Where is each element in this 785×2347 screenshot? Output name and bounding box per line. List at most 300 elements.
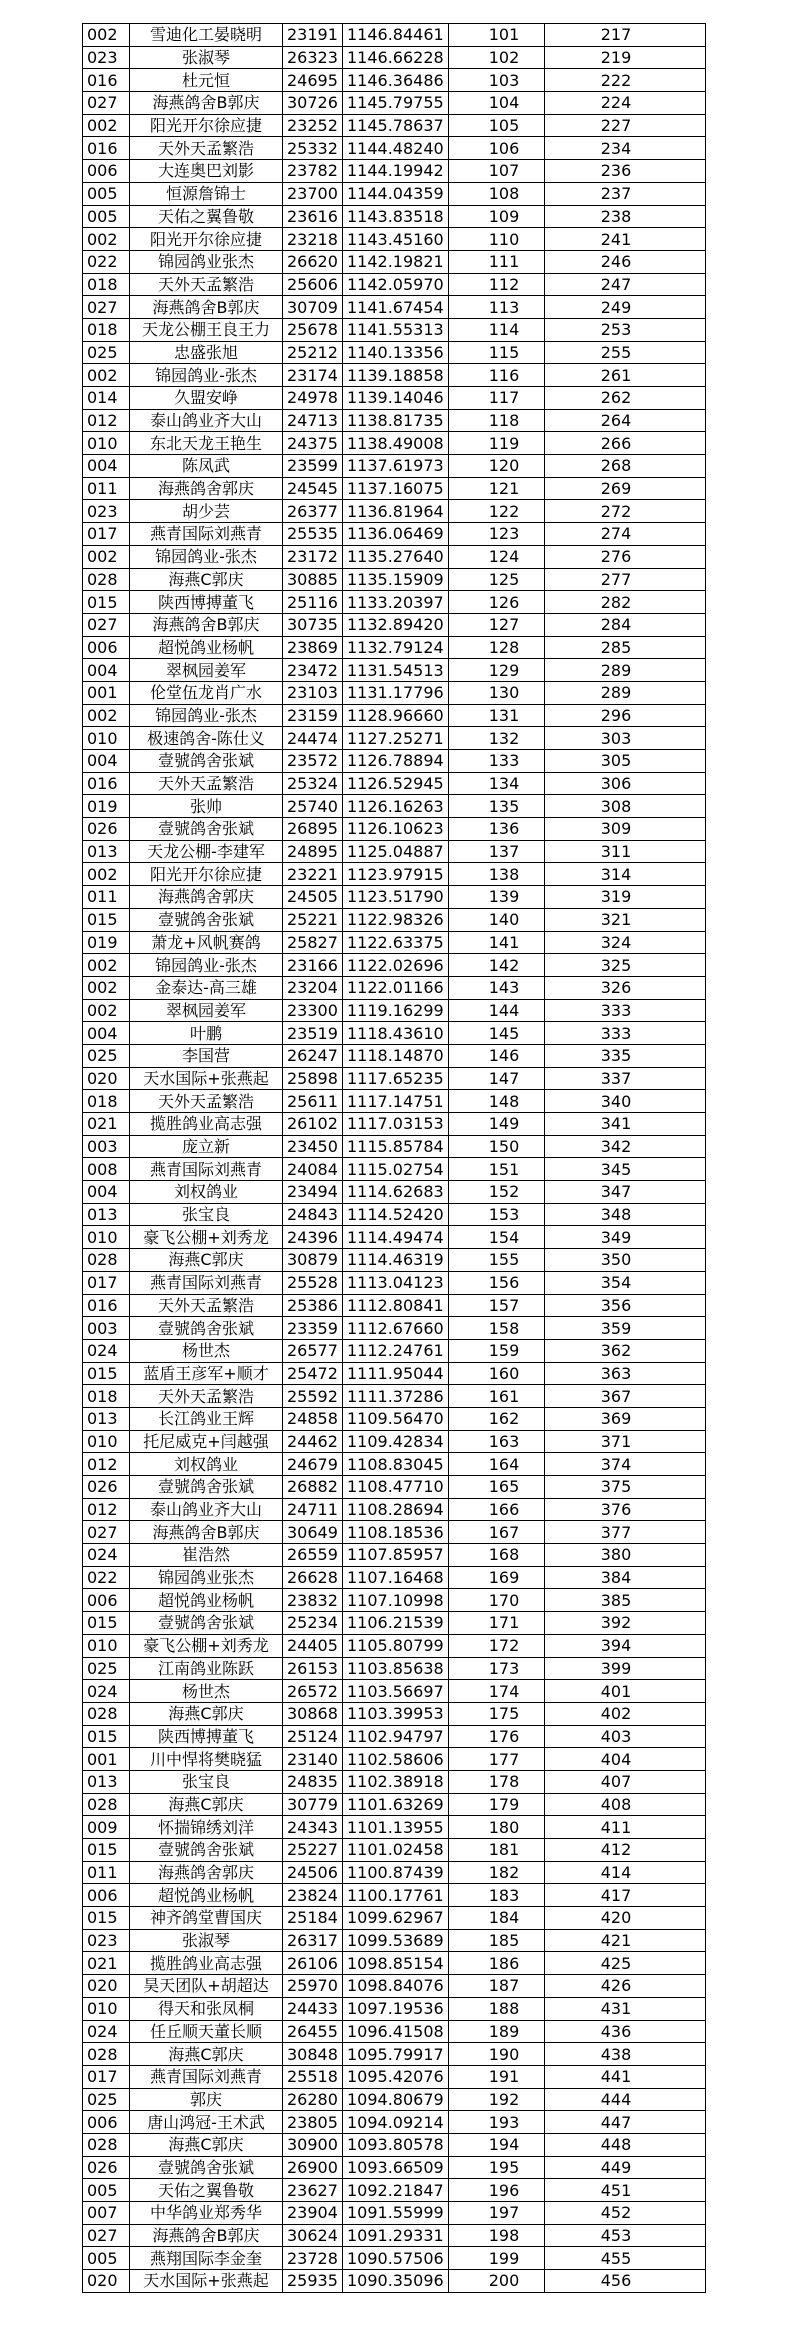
speed-cell: 1108.28694	[343, 1498, 449, 1521]
table-row	[83, 2088, 706, 2111]
name-cell: 燕翔国际李金奎	[130, 2247, 283, 2270]
table-row	[83, 432, 706, 455]
rank-cell: 167	[448, 1521, 544, 1544]
table-row	[83, 1453, 706, 1476]
rank-cell: 161	[448, 1385, 544, 1408]
overall-rank-cell: 404	[544, 1748, 705, 1771]
speed-cell: 1094.80679	[343, 2088, 449, 2111]
speed-cell: 1101.02458	[343, 1839, 449, 1862]
speed-cell: 1098.85154	[343, 1952, 449, 1975]
name-cell: 超悦鸽业杨帆	[130, 1884, 283, 1907]
ring-cell: 24713	[283, 409, 343, 432]
table-row	[83, 2156, 706, 2179]
overall-rank-cell: 335	[544, 1044, 705, 1067]
name-cell: 壹號鸽舍张斌	[130, 1317, 283, 1340]
speed-cell: 1114.52420	[343, 1203, 449, 1226]
rank-cell: 176	[448, 1725, 544, 1748]
overall-rank-cell: 377	[544, 1521, 705, 1544]
speed-cell: 1093.66509	[343, 2156, 449, 2179]
ring-cell: 23252	[283, 114, 343, 137]
name-cell: 泰山鸽业齐大山	[130, 1498, 283, 1521]
group-cell: 012	[83, 1453, 130, 1476]
group-cell: 021	[83, 1952, 130, 1975]
ring-cell: 26455	[283, 2020, 343, 2043]
speed-cell: 1114.49474	[343, 1226, 449, 1249]
rank-cell: 146	[448, 1044, 544, 1067]
speed-cell: 1112.80841	[343, 1294, 449, 1317]
rank-cell: 154	[448, 1226, 544, 1249]
ring-cell: 23103	[283, 681, 343, 704]
speed-cell: 1123.51790	[343, 886, 449, 909]
name-cell: 海燕鸽舍郭庆	[130, 1861, 283, 1884]
name-cell: 郭庆	[130, 2088, 283, 2111]
group-cell: 007	[83, 2202, 130, 2225]
speed-cell: 1137.61973	[343, 455, 449, 478]
speed-cell: 1108.83045	[343, 1453, 449, 1476]
table-row	[83, 591, 706, 614]
rank-cell: 173	[448, 1657, 544, 1680]
overall-rank-cell: 369	[544, 1407, 705, 1430]
ring-cell: 30624	[283, 2224, 343, 2247]
speed-cell: 1097.19536	[343, 1997, 449, 2020]
group-cell: 022	[83, 1566, 130, 1589]
name-cell: 刘权鸽业	[130, 1181, 283, 1204]
group-cell: 012	[83, 409, 130, 432]
group-cell: 010	[83, 432, 130, 455]
ring-cell: 23824	[283, 1884, 343, 1907]
speed-cell: 1144.04359	[343, 182, 449, 205]
overall-rank-cell: 219	[544, 46, 705, 69]
overall-rank-cell: 340	[544, 1090, 705, 1113]
name-cell: 海燕鸽舍B郭庆	[130, 92, 283, 115]
overall-rank-cell: 348	[544, 1203, 705, 1226]
speed-cell: 1126.16263	[343, 795, 449, 818]
speed-cell: 1099.53689	[343, 1929, 449, 1952]
group-cell: 027	[83, 613, 130, 636]
table-row	[83, 2247, 706, 2270]
ring-cell: 24711	[283, 1498, 343, 1521]
speed-cell: 1095.42076	[343, 2065, 449, 2088]
overall-rank-cell: 347	[544, 1181, 705, 1204]
name-cell: 壹號鸽舍张斌	[130, 2156, 283, 2179]
ring-cell: 23159	[283, 704, 343, 727]
overall-rank-cell: 217	[544, 24, 705, 47]
table-row	[83, 409, 706, 432]
name-cell: 海燕C郭庆	[130, 568, 283, 591]
name-cell: 壹號鸽舍张斌	[130, 1612, 283, 1635]
table-row	[83, 1589, 706, 1612]
table-row	[83, 296, 706, 319]
rank-cell: 129	[448, 659, 544, 682]
speed-cell: 1101.63269	[343, 1793, 449, 1816]
speed-cell: 1135.27640	[343, 545, 449, 568]
rank-cell: 186	[448, 1952, 544, 1975]
group-cell: 010	[83, 1226, 130, 1249]
name-cell: 超悦鸽业杨帆	[130, 1589, 283, 1612]
name-cell: 大连奥巴刘影	[130, 160, 283, 183]
group-cell: 020	[83, 2270, 130, 2293]
group-cell: 001	[83, 681, 130, 704]
table-row	[83, 1158, 706, 1181]
rank-cell: 128	[448, 636, 544, 659]
speed-cell: 1119.16299	[343, 999, 449, 1022]
speed-cell: 1139.14046	[343, 387, 449, 410]
group-cell: 025	[83, 2088, 130, 2111]
speed-cell: 1122.02696	[343, 954, 449, 977]
group-cell: 005	[83, 2247, 130, 2270]
speed-cell: 1105.80799	[343, 1634, 449, 1657]
name-cell: 壹號鸽舍张斌	[130, 750, 283, 773]
group-cell: 015	[83, 1362, 130, 1385]
overall-rank-cell: 333	[544, 1022, 705, 1045]
table-row	[83, 318, 706, 341]
ring-cell: 24505	[283, 886, 343, 909]
speed-cell: 1107.16468	[343, 1566, 449, 1589]
speed-cell: 1131.54513	[343, 659, 449, 682]
speed-cell: 1122.98326	[343, 908, 449, 931]
group-cell: 025	[83, 341, 130, 364]
group-cell: 019	[83, 795, 130, 818]
overall-rank-cell: 272	[544, 500, 705, 523]
table-row	[83, 1725, 706, 1748]
overall-rank-cell: 277	[544, 568, 705, 591]
table-row	[83, 1181, 706, 1204]
group-cell: 027	[83, 1521, 130, 1544]
rank-cell: 152	[448, 1181, 544, 1204]
table-row	[83, 636, 706, 659]
rank-cell: 138	[448, 863, 544, 886]
overall-rank-cell: 326	[544, 976, 705, 999]
rank-cell: 162	[448, 1407, 544, 1430]
speed-cell: 1098.84076	[343, 1975, 449, 1998]
overall-rank-cell: 246	[544, 250, 705, 273]
overall-rank-cell: 417	[544, 1884, 705, 1907]
rank-cell: 119	[448, 432, 544, 455]
rank-cell: 147	[448, 1067, 544, 1090]
name-cell: 神齐鸽堂曹国庆	[130, 1907, 283, 1930]
ring-cell: 26280	[283, 2088, 343, 2111]
ring-cell: 25116	[283, 591, 343, 614]
group-cell: 020	[83, 1067, 130, 1090]
overall-rank-cell: 449	[544, 2156, 705, 2179]
speed-cell: 1127.25271	[343, 727, 449, 750]
name-cell: 川中悍将樊晓猛	[130, 1748, 283, 1771]
table-row	[83, 863, 706, 886]
rank-cell: 123	[448, 523, 544, 546]
rank-cell: 168	[448, 1544, 544, 1567]
group-cell: 026	[83, 818, 130, 841]
results-table	[82, 23, 706, 2293]
table-row	[83, 976, 706, 999]
table-row	[83, 568, 706, 591]
rank-cell: 145	[448, 1022, 544, 1045]
ring-cell: 25472	[283, 1362, 343, 1385]
overall-rank-cell: 403	[544, 1725, 705, 1748]
speed-cell: 1126.78894	[343, 750, 449, 773]
name-cell: 壹號鸽舍张斌	[130, 1476, 283, 1499]
overall-rank-cell: 306	[544, 772, 705, 795]
speed-cell: 1115.85784	[343, 1135, 449, 1158]
group-cell: 024	[83, 2020, 130, 2043]
ring-cell: 30848	[283, 2043, 343, 2066]
group-cell: 015	[83, 1725, 130, 1748]
name-cell: 天水国际+张燕起	[130, 2270, 283, 2293]
table-row	[83, 1317, 706, 1340]
rank-cell: 194	[448, 2133, 544, 2156]
overall-rank-cell: 308	[544, 795, 705, 818]
table-row	[83, 1929, 706, 1952]
name-cell: 胡少芸	[130, 500, 283, 523]
ring-cell: 24084	[283, 1158, 343, 1181]
speed-cell: 1091.55999	[343, 2202, 449, 2225]
ring-cell: 23174	[283, 364, 343, 387]
group-cell: 013	[83, 1770, 130, 1793]
ring-cell: 26106	[283, 1952, 343, 1975]
name-cell: 燕青国际刘燕青	[130, 1158, 283, 1181]
ring-cell: 25970	[283, 1975, 343, 1998]
ring-cell: 24695	[283, 69, 343, 92]
speed-cell: 1145.79755	[343, 92, 449, 115]
overall-rank-cell: 234	[544, 137, 705, 160]
overall-rank-cell: 385	[544, 1589, 705, 1612]
overall-rank-cell: 362	[544, 1339, 705, 1362]
speed-cell: 1109.42834	[343, 1430, 449, 1453]
name-cell: 金泰达-高三雄	[130, 976, 283, 999]
name-cell: 海燕鸽舍B郭庆	[130, 296, 283, 319]
rank-cell: 196	[448, 2179, 544, 2202]
rank-cell: 166	[448, 1498, 544, 1521]
overall-rank-cell: 261	[544, 364, 705, 387]
rank-cell: 156	[448, 1271, 544, 1294]
speed-cell: 1091.29331	[343, 2224, 449, 2247]
group-cell: 010	[83, 1997, 130, 2020]
group-cell: 026	[83, 1476, 130, 1499]
ring-cell: 25386	[283, 1294, 343, 1317]
table-row	[83, 545, 706, 568]
name-cell: 海燕C郭庆	[130, 1702, 283, 1725]
name-cell: 天龙公棚-李建军	[130, 840, 283, 863]
name-cell: 忠盛张旭	[130, 341, 283, 364]
ring-cell: 24396	[283, 1226, 343, 1249]
speed-cell: 1117.14751	[343, 1090, 449, 1113]
group-cell: 002	[83, 24, 130, 47]
speed-cell: 1111.95044	[343, 1362, 449, 1385]
table-row	[83, 1385, 706, 1408]
ring-cell: 23218	[283, 228, 343, 251]
rank-cell: 140	[448, 908, 544, 931]
overall-rank-cell: 411	[544, 1816, 705, 1839]
table-row	[83, 2111, 706, 2134]
rank-cell: 174	[448, 1680, 544, 1703]
rank-cell: 124	[448, 545, 544, 568]
speed-cell: 1143.45160	[343, 228, 449, 251]
rank-cell: 133	[448, 750, 544, 773]
rank-cell: 200	[448, 2270, 544, 2293]
overall-rank-cell: 342	[544, 1135, 705, 1158]
name-cell: 陕西博搏董飞	[130, 591, 283, 614]
speed-cell: 1095.79917	[343, 2043, 449, 2066]
overall-rank-cell: 453	[544, 2224, 705, 2247]
group-cell: 025	[83, 1044, 130, 1067]
overall-rank-cell: 350	[544, 1249, 705, 1272]
name-cell: 中华鸽业郑秀华	[130, 2202, 283, 2225]
table-row	[83, 1135, 706, 1158]
table-row	[83, 681, 706, 704]
ring-cell: 24895	[283, 840, 343, 863]
ring-cell: 24375	[283, 432, 343, 455]
table-row	[83, 1362, 706, 1385]
group-cell: 002	[83, 545, 130, 568]
speed-cell: 1094.09214	[343, 2111, 449, 2134]
group-cell: 017	[83, 1271, 130, 1294]
rank-cell: 150	[448, 1135, 544, 1158]
ring-cell: 25678	[283, 318, 343, 341]
rank-cell: 160	[448, 1362, 544, 1385]
group-cell: 011	[83, 477, 130, 500]
name-cell: 燕青国际刘燕青	[130, 523, 283, 546]
overall-rank-cell: 238	[544, 205, 705, 228]
table-row	[83, 2270, 706, 2293]
ring-cell: 26895	[283, 818, 343, 841]
ring-cell: 25592	[283, 1385, 343, 1408]
overall-rank-cell: 289	[544, 681, 705, 704]
table-row	[83, 228, 706, 251]
overall-rank-cell: 303	[544, 727, 705, 750]
rank-cell: 191	[448, 2065, 544, 2088]
rank-cell: 199	[448, 2247, 544, 2270]
rank-cell: 139	[448, 886, 544, 909]
ring-cell: 25234	[283, 1612, 343, 1635]
speed-cell: 1108.18536	[343, 1521, 449, 1544]
speed-cell: 1117.65235	[343, 1067, 449, 1090]
name-cell: 张帅	[130, 795, 283, 818]
group-cell: 005	[83, 182, 130, 205]
overall-rank-cell: 253	[544, 318, 705, 341]
overall-rank-cell: 264	[544, 409, 705, 432]
name-cell: 燕青国际刘燕青	[130, 2065, 283, 2088]
speed-cell: 1143.83518	[343, 205, 449, 228]
table-row	[83, 1294, 706, 1317]
name-cell: 海燕C郭庆	[130, 2043, 283, 2066]
group-cell: 027	[83, 92, 130, 115]
overall-rank-cell: 324	[544, 931, 705, 954]
rank-cell: 114	[448, 318, 544, 341]
name-cell: 翠枫园姜军	[130, 999, 283, 1022]
overall-rank-cell: 236	[544, 160, 705, 183]
overall-rank-cell: 392	[544, 1612, 705, 1635]
table-row	[83, 1544, 706, 1567]
name-cell: 海燕鸽舍郭庆	[130, 886, 283, 909]
ring-cell: 25606	[283, 273, 343, 296]
name-cell: 陕西博搏董飞	[130, 1725, 283, 1748]
group-cell: 016	[83, 137, 130, 160]
overall-rank-cell: 337	[544, 1067, 705, 1090]
group-cell: 002	[83, 364, 130, 387]
ring-cell: 25518	[283, 2065, 343, 2088]
speed-cell: 1114.46319	[343, 1249, 449, 1272]
ring-cell: 26628	[283, 1566, 343, 1589]
ring-cell: 30649	[283, 1521, 343, 1544]
overall-rank-cell: 241	[544, 228, 705, 251]
overall-rank-cell: 414	[544, 1861, 705, 1884]
name-cell: 昊天团队+胡超达	[130, 1975, 283, 1998]
ring-cell: 26882	[283, 1476, 343, 1499]
table-row	[83, 523, 706, 546]
group-cell: 003	[83, 1135, 130, 1158]
name-cell: 叶鹏	[130, 1022, 283, 1045]
group-cell: 010	[83, 1430, 130, 1453]
group-cell: 006	[83, 1884, 130, 1907]
rank-cell: 155	[448, 1249, 544, 1272]
ring-cell: 23359	[283, 1317, 343, 1340]
group-cell: 018	[83, 273, 130, 296]
ring-cell: 30726	[283, 92, 343, 115]
ring-cell: 23627	[283, 2179, 343, 2202]
group-cell: 015	[83, 1612, 130, 1635]
name-cell: 东北天龙王艳生	[130, 432, 283, 455]
ring-cell: 25528	[283, 1271, 343, 1294]
speed-cell: 1132.89420	[343, 613, 449, 636]
group-cell: 023	[83, 46, 130, 69]
name-cell: 张宝良	[130, 1770, 283, 1793]
name-cell: 崔浩然	[130, 1544, 283, 1567]
name-cell: 壹號鸽舍张斌	[130, 818, 283, 841]
group-cell: 017	[83, 523, 130, 546]
rank-cell: 118	[448, 409, 544, 432]
overall-rank-cell: 367	[544, 1385, 705, 1408]
group-cell: 002	[83, 114, 130, 137]
name-cell: 张淑琴	[130, 1929, 283, 1952]
overall-rank-cell: 371	[544, 1430, 705, 1453]
overall-rank-cell: 374	[544, 1453, 705, 1476]
speed-cell: 1146.36486	[343, 69, 449, 92]
table-row	[83, 160, 706, 183]
ring-cell: 23782	[283, 160, 343, 183]
overall-rank-cell: 354	[544, 1271, 705, 1294]
speed-cell: 1122.01166	[343, 976, 449, 999]
group-cell: 011	[83, 1861, 130, 1884]
group-cell: 010	[83, 1634, 130, 1657]
rank-cell: 197	[448, 2202, 544, 2225]
ring-cell: 23191	[283, 24, 343, 47]
name-cell: 揽胜鸽业高志强	[130, 1952, 283, 1975]
group-cell: 002	[83, 863, 130, 886]
group-cell: 012	[83, 1498, 130, 1521]
table-row	[83, 1839, 706, 1862]
group-cell: 004	[83, 455, 130, 478]
rank-cell: 120	[448, 455, 544, 478]
overall-rank-cell: 276	[544, 545, 705, 568]
overall-rank-cell: 274	[544, 523, 705, 546]
ring-cell: 24679	[283, 1453, 343, 1476]
ring-cell: 30868	[283, 1702, 343, 1725]
table-row	[83, 182, 706, 205]
group-cell: 028	[83, 1793, 130, 1816]
overall-rank-cell: 447	[544, 2111, 705, 2134]
overall-rank-cell: 401	[544, 1680, 705, 1703]
overall-rank-cell: 305	[544, 750, 705, 773]
ring-cell: 23494	[283, 1181, 343, 1204]
name-cell: 天外天孟繁浩	[130, 273, 283, 296]
rank-cell: 108	[448, 182, 544, 205]
ring-cell: 25740	[283, 795, 343, 818]
table-row	[83, 500, 706, 523]
group-cell: 018	[83, 1385, 130, 1408]
table-row	[83, 1975, 706, 1998]
rank-cell: 126	[448, 591, 544, 614]
name-cell: 锦园鸽业张杰	[130, 250, 283, 273]
ring-cell: 30735	[283, 613, 343, 636]
